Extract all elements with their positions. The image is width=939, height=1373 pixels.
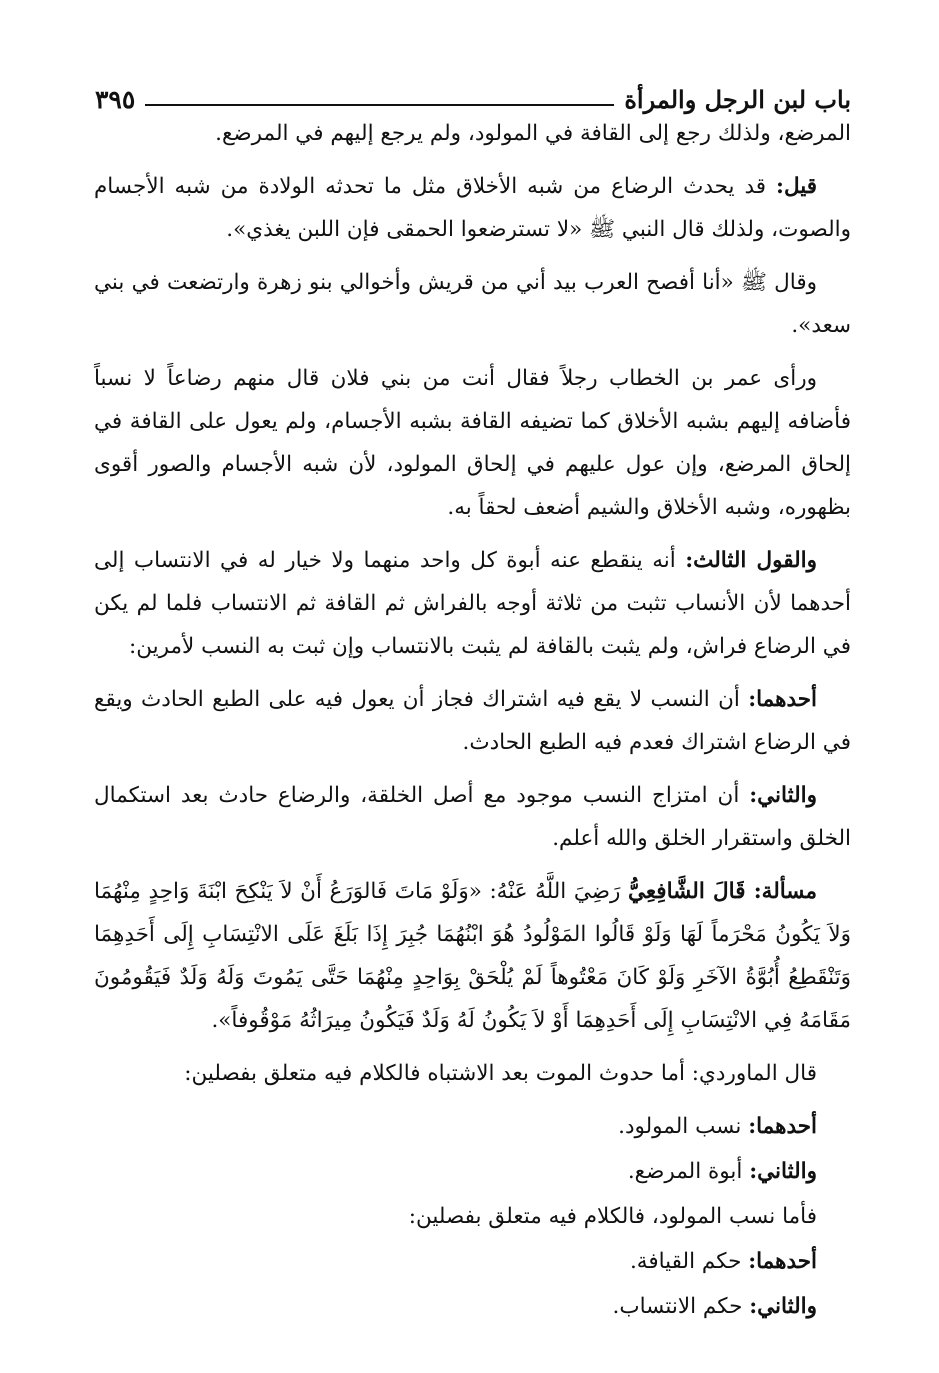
list-item [94,1105,817,1148]
paragraph-text: حكم الانتساب. [612,1294,750,1319]
paragraph-text: أبوة المرضع. [627,1159,750,1184]
paragraph-qil [94,165,851,251]
paragraph-text: حكم القيافة. [629,1249,749,1274]
paragraph-lead: أحدهما: [748,1249,817,1274]
paragraph-second-reason [94,774,851,860]
paragraph-mawardi [94,1052,851,1095]
paragraph-lead: أحدهما: [748,687,817,712]
paragraph-lead: والثاني: [749,1294,817,1319]
list-item [94,1195,817,1238]
paragraph-lead: والثاني: [749,1159,817,1184]
paragraph-third-opinion [94,539,851,668]
paragraph-text: أن النسب لا يقع فيه اشتراك فجاز أن يعول فيه على الطبع الحادث ويقع في الرضاع اشتراك فعدم فيه الطبع الحادث. [94,687,851,755]
running-title: باب لبن الرجل والمرأة [624,85,851,114]
page-body [94,112,851,1330]
paragraph-text: قال الماوردي: أما حدوث الموت بعد الاشتباه فالكلام فيه متعلق بفصلين: [184,1061,817,1086]
paragraph-text: رَضِيَ اللَّهُ عَنْهُ: «وَلَوْ مَاتَ فَالوَرَعُ أَنْ لاَ يَنْكِحَ ابْنَةَ وَاحِدٍ مِنْهُمَا وَلاَ يَكُونُ مَحْرَماً لَهَا وَلَوْ قَالُوا المَوْلُودُ هُوَ ابْنُهُمَا جُبِرَ إِذَا بَلَغَ عَلَى الانْتِسَابِ إِلَى أَحَدِهِمَا وَتَنْقَطِعُ أُبُوَّةُ الآخَرِ وَلَوْ كَانَ مَعْتُوهاً لَمْ يُلْحَقْ بِوَاحِدٍ مِنْهُمَا حَتَّى يَمُوتَ وَلَهُ وَلَدٌ فَيَقُومُونَ مَقَامَهُ فِي الانْتِسَابِ إِلَى أَحَدِهِمَا أَوْ لاَ يَكُونُ لَهُ وَلَدٌ فَيَكُونُ مِيرَاثُهُ مَوْقُوفاً». [94,879,851,1033]
paragraph-first-reason [94,678,851,764]
paragraph-masala [94,870,851,1042]
paragraph-text: قد يحدث الرضاع من شبه الأخلاق مثل ما تحدثه الولادة من شبه الأجسام والصوت، ولذلك قال النبي ﷺ «لا تسترضعوا الحمقى فإن اللبن يغذي». [94,174,851,242]
header-rule [145,104,614,106]
paragraph-text: وقال ﷺ «أنا أفصح العرب بيد أني من قريش وأخوالي بنو زهرة وارتضعت في بني سعد». [94,270,851,338]
page-number: ٣٩٥ [95,85,136,114]
paragraph-lead: والقول الثالث: [685,548,817,573]
list-item [94,1240,817,1283]
paragraph-hadith [94,261,851,347]
paragraph-umar [94,357,851,529]
paragraph-lead: قيل: [776,174,817,199]
paragraph-lead: والثاني: [749,783,817,808]
paragraph-text: ورأى عمر بن الخطاب رجلاً فقال أنت من بني فلان قال منهم رضاعاً لا نسباً فأضافه إليهم بشبه الأخلاق كما تضيفه القافة بشبه الأجسام، ولم يعول على القافة في إلحاق المرضع، وإن عول عليهم في إلحاق المولود، لأن شبه الأجسام والصور أقوى بظهوره، وشبه الأخلاق والشيم أضعف لحقاً به. [94,366,851,520]
paragraph-text: أن امتزاج النسب موجود مع أصل الخلقة، والرضاع حادث بعد استكمال الخلق واستقرار الخلق والله أعلم. [94,783,851,851]
paragraph-text: نسب المولود. [618,1114,749,1139]
paragraph-text: أنه ينقطع عنه أبوة كل واحد منهما ولا خيار له في الانتساب إلى أحدهما لأن الأنساب تثبت من ثلاثة أوجه بالفراش ثم القافة ثم الانتساب فلما لم يكن في الرضاع فراش، ولم يثبت بالقافة لم يثبت بالانتساب وإن ثبت به النسب لأمرين: [94,548,851,659]
list-item [94,1285,817,1328]
paragraph-continuation [94,112,851,155]
page-header [95,78,851,112]
paragraph-lead: أحدهما: [748,1114,817,1139]
paragraph-text: فأما نسب المولود، فالكلام فيه متعلق بفصلين: [408,1204,817,1229]
paragraph-lead: مسألة: قَالَ الشَّافِعِيُّ [628,879,817,904]
paragraph-text: المرضع، ولذلك رجع إلى القافة في المولود، ولم يرجع إليهم في المرضع. [215,121,851,146]
list-item [94,1150,817,1193]
